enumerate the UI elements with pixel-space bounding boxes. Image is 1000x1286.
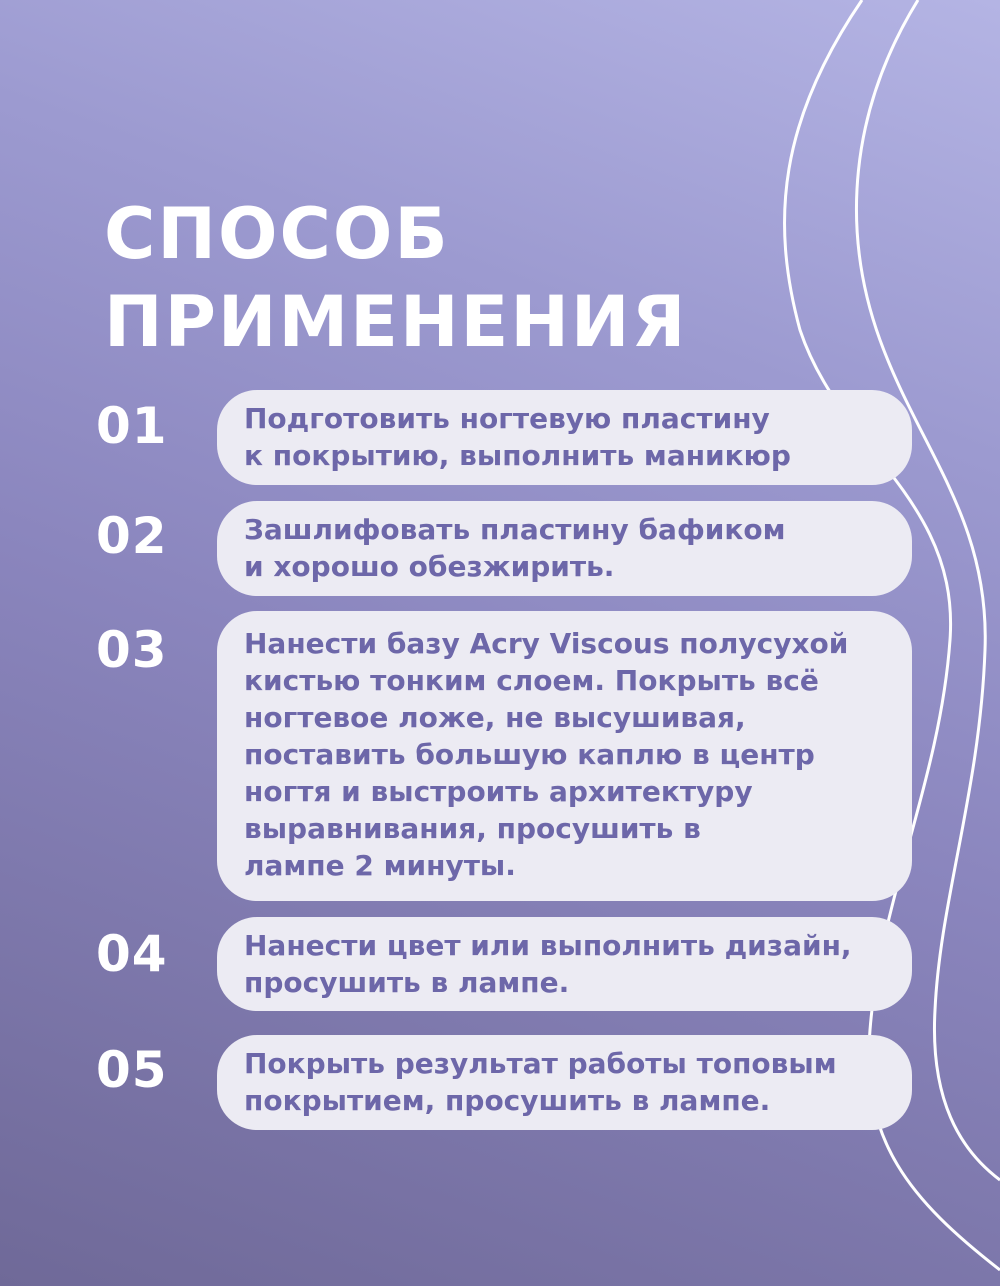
step-card-1 <box>217 390 912 485</box>
step-text-2: Зашлифовать пластину бафиком и хорошо обезжирить. <box>244 513 786 583</box>
step-card-4 <box>217 917 912 1011</box>
step-number-5: 05 <box>96 1041 168 1099</box>
step-text-3: Нанести базу Acry Viscous полусухой кистью тонким слоем. Покрыть всё ногтевое ложе, не высушивая, поставить большую каплю в центр ногтя и выстроить архитектуру выравнивания, просушить в лампе 2 минуты. <box>244 627 849 882</box>
step-text-1: Подготовить ногтевую пластину к покрытию, выполнить маникюр <box>244 402 791 472</box>
step-card-5 <box>217 1035 912 1130</box>
step-number-3: 03 <box>96 621 168 679</box>
step-card-2 <box>217 501 912 596</box>
step-text-4: Нанести цвет или выполнить дизайн, просушить в лампе. <box>244 929 852 999</box>
step-number-1: 01 <box>96 397 168 455</box>
page-title <box>104 190 687 366</box>
step-card-3 <box>217 611 912 901</box>
title-line-2: ПРИМЕНЕНИЯ <box>104 281 688 363</box>
title-line-1: СПОСОБ <box>104 193 450 275</box>
step-number-2: 02 <box>96 507 168 565</box>
step-text-5: Покрыть результат работы топовым покрытием, просушить в лампе. <box>244 1047 837 1117</box>
step-number-4: 04 <box>96 925 168 983</box>
